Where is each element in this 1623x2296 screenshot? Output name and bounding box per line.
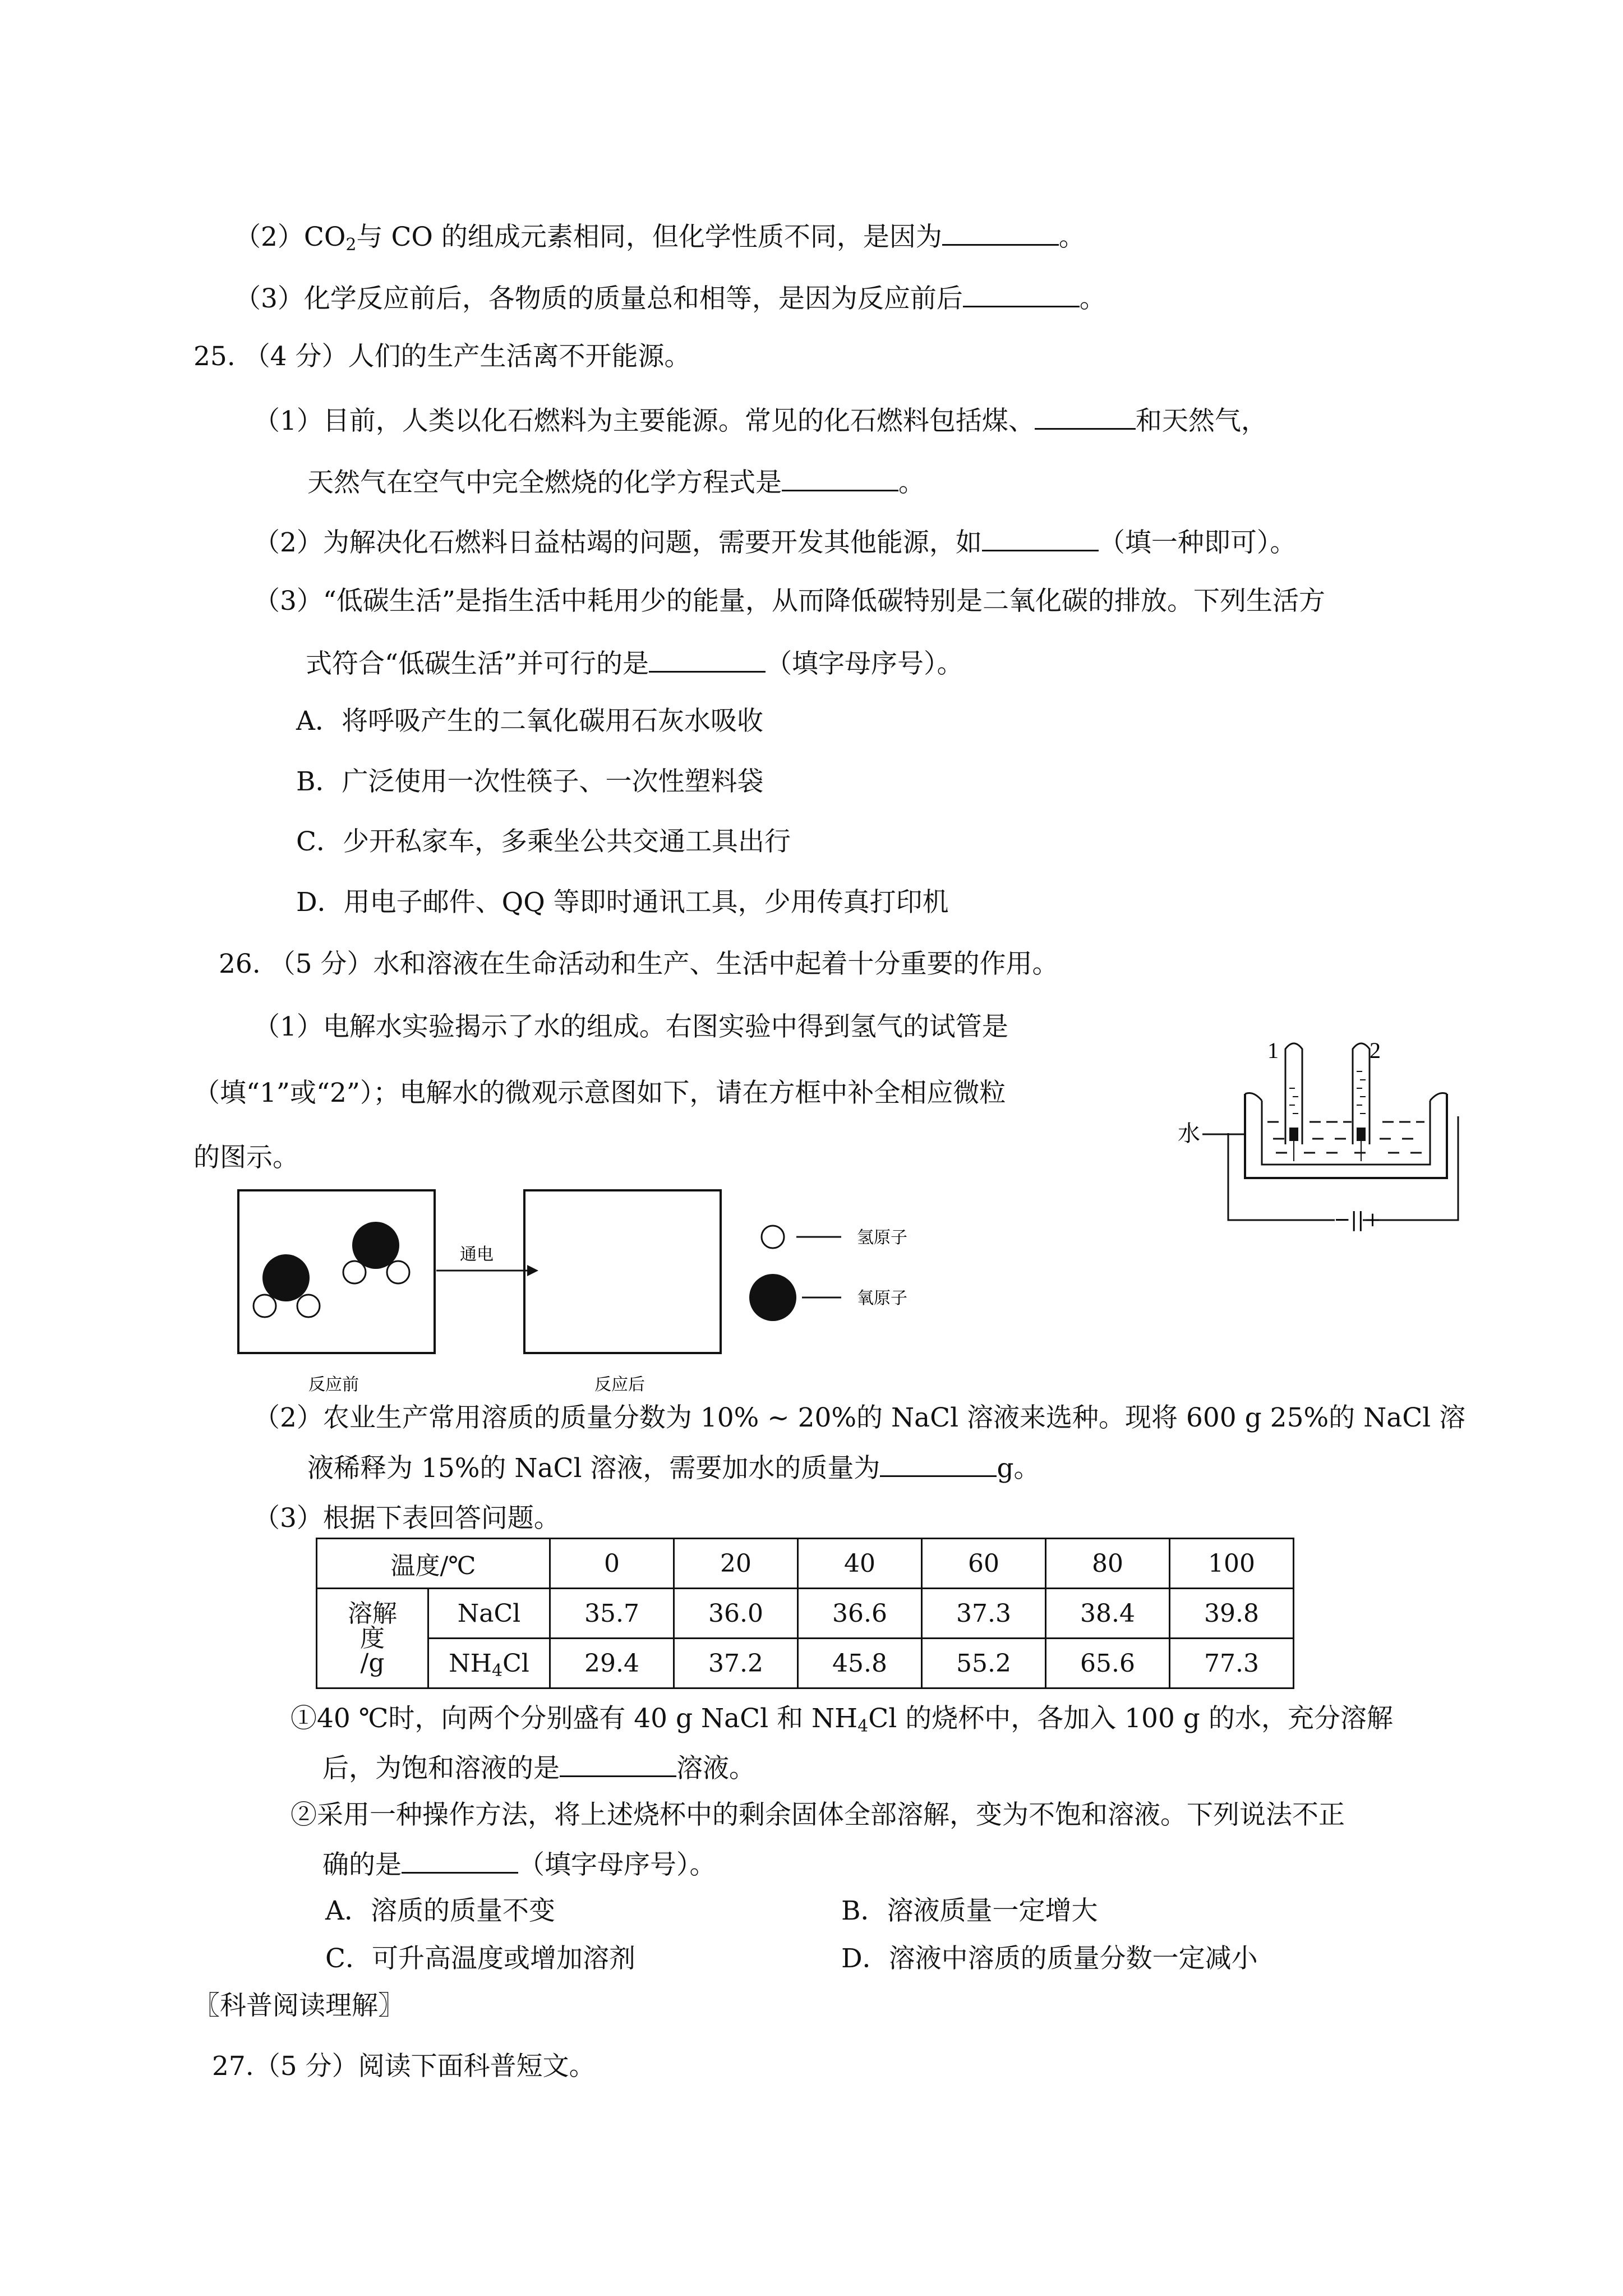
- table-cell: 39.8: [1170, 1589, 1294, 1639]
- legend-oxygen-icon: [749, 1274, 796, 1321]
- table-cell: 36.0: [674, 1589, 798, 1639]
- legend-oxygen-label: 氧原子: [857, 1289, 907, 1308]
- q26-option-a: A．溶质的质量不变: [325, 1895, 555, 1926]
- section-heading: 〖科普阅读理解〗: [193, 1990, 404, 2021]
- tube-2-label: 2: [1370, 1038, 1381, 1063]
- q25-heading: 25. （4 分）人们的生产生活离不开能源。: [193, 341, 691, 372]
- q25-part3-line2: 式符合“低碳生活”并可行的是 （填字母序号）。: [306, 648, 963, 679]
- q26-part3: （3）根据下表回答问题。: [253, 1503, 560, 1534]
- legend-hydrogen-icon: [762, 1226, 784, 1248]
- table-row-label-nh4cl: $NH_4Cl$: [428, 1639, 550, 1688]
- q25-option-c: C．少开私家车，多乘坐公共交通工具出行: [296, 826, 791, 857]
- answer-blank[interactable]: [560, 1753, 676, 1777]
- arrow-condition-label: 通电: [460, 1245, 494, 1264]
- q26-part2-line2: 液稀释为 15%的 NaCl 溶液，需要加水的质量为 g。: [307, 1453, 1040, 1484]
- table-cell: 80: [1046, 1539, 1170, 1589]
- answer-blank[interactable]: [1035, 406, 1136, 430]
- q25-part3-line1: （3）“低碳生活”是指生活中耗用少的能量，从而降低碳特别是二氧化碳的排放。下列生活方: [253, 586, 1325, 616]
- q26-part1-line3: 的图示。: [193, 1142, 299, 1173]
- hydrogen-atom: [343, 1261, 366, 1283]
- q26-sub1-line1: ①40 ℃时，向两个分别盛有 40 g NaCl 和 $NH_4Cl$ 的烧杯中，各加入 100 g 的水，充分溶解: [291, 1703, 1393, 1736]
- tube-1-label: 1: [1267, 1038, 1279, 1063]
- q26-part1-line1: （1）电解水实验揭示了水的组成。右图实验中得到氢气的试管是: [253, 1011, 1008, 1042]
- table-row-label-nacl: NaCl: [428, 1589, 550, 1639]
- table-cell: 45.8: [798, 1639, 922, 1688]
- table-cell: 55.2: [922, 1639, 1046, 1688]
- table-cell: 40: [798, 1539, 922, 1589]
- table-cell: 29.4: [550, 1639, 674, 1688]
- q26-option-b: B．溶液质量一定增大: [841, 1895, 1098, 1926]
- answer-blank[interactable]: [782, 467, 898, 491]
- after-label: 反应后: [594, 1375, 645, 1395]
- table-row: [317, 1589, 1294, 1639]
- electrode-1: [1289, 1128, 1298, 1141]
- q26-sub1-line2: 后，为饱和溶液的是 溶液。: [322, 1753, 755, 1784]
- answer-blank[interactable]: [963, 283, 1080, 307]
- q25-part2: （2）为解决化石燃料日益枯竭的问题，需要开发其他能源，如 （填一种即可）。: [253, 527, 1297, 558]
- after-reaction-box[interactable]: [524, 1190, 721, 1353]
- q25-option-a: A．将呼吸产生的二氧化碳用石灰水吸收: [296, 706, 763, 737]
- answer-blank[interactable]: [880, 1453, 997, 1477]
- q26-option-d: D．溶液中溶质的质量分数一定减小: [841, 1943, 1258, 1974]
- answer-blank[interactable]: [402, 1849, 518, 1874]
- table-cell: 35.7: [550, 1589, 674, 1639]
- table-cell: 37.2: [674, 1639, 798, 1688]
- solubility-table: [316, 1538, 1294, 1689]
- hydrogen-atom: [387, 1261, 409, 1283]
- q26-sub2-line2: 确的是 （填字母序号）。: [322, 1849, 716, 1880]
- q26-part1-line2: （填“1”或“2”）；电解水的微观示意图如下，请在方框中补全相应微粒: [193, 1078, 1006, 1108]
- table-cell: 0: [550, 1539, 674, 1589]
- answer-blank[interactable]: [942, 222, 1059, 246]
- table-cell: 38.4: [1046, 1589, 1170, 1639]
- before-label: 反应前: [308, 1375, 359, 1395]
- q25-option-b: B．广泛使用一次性筷子、一次性塑料袋: [296, 766, 764, 797]
- table-row: [317, 1639, 1294, 1688]
- table-cell: 36.6: [798, 1589, 922, 1639]
- q26-part2-line1: （2）农业生产常用溶质的质量分数为 10% ~ 20%的 NaCl 溶液来选种。现将 600 g 25%的 NaCl 溶: [253, 1402, 1466, 1433]
- q26-heading: 26. （5 分）水和溶液在生命活动和生产、生活中起着十分重要的作用。: [219, 949, 1059, 979]
- answer-blank[interactable]: [649, 648, 766, 673]
- table-group-solubility: 溶解 度 /g: [317, 1589, 428, 1688]
- q24-part3: （3）化学反应前后，各物质的质量总和相等，是因为反应前后 。: [234, 283, 1106, 314]
- hydrogen-atom: [297, 1295, 320, 1317]
- table-cell: 100: [1170, 1539, 1294, 1589]
- q25-part1-line1: （1）目前，人类以化石燃料为主要能源。常见的化石燃料包括煤、 和天然气，: [253, 406, 1267, 436]
- legend-hydrogen-label: 氢原子: [857, 1228, 907, 1248]
- table-cell: 20: [674, 1539, 798, 1589]
- table-cell: 60: [922, 1539, 1046, 1589]
- table-cell: 65.6: [1046, 1639, 1170, 1688]
- hydrogen-atom: [253, 1295, 276, 1317]
- electrode-2: [1357, 1128, 1366, 1141]
- q25-option-d: D．用电子邮件、QQ 等即时通讯工具，少用传真打印机: [296, 887, 949, 918]
- q24-part2: $(2)CO_2$与 CO 的组成元素相同，但化学性质不同，是因为 。: [234, 222, 1085, 255]
- oxygen-atom: [262, 1254, 310, 1301]
- q27-heading: 27.（5 分）阅读下面科普短文。: [212, 2051, 596, 2082]
- electrolysis-micro-diagram: [236, 1188, 937, 1396]
- electrolysis-apparatus-diagram: [1178, 1032, 1458, 1234]
- table-row: [317, 1539, 1294, 1589]
- q26-sub2-line1: ②采用一种操作方法，将上述烧杯中的剩余固体全部溶解，变为不饱和溶液。下列说法不正: [291, 1800, 1345, 1830]
- battery-symbol: −||+: [1334, 1208, 1381, 1231]
- q26-option-c: C．可升高温度或增加溶剂: [325, 1943, 635, 1974]
- answer-blank[interactable]: [982, 527, 1099, 551]
- water-label: 水: [1178, 1121, 1200, 1147]
- q25-part1-line2: 天然气在空气中完全燃烧的化学方程式是 。: [307, 467, 925, 498]
- table-cell: 37.3: [922, 1589, 1046, 1639]
- table-cell: 77.3: [1170, 1639, 1294, 1688]
- table-header-temperature: 温度/℃: [317, 1539, 550, 1589]
